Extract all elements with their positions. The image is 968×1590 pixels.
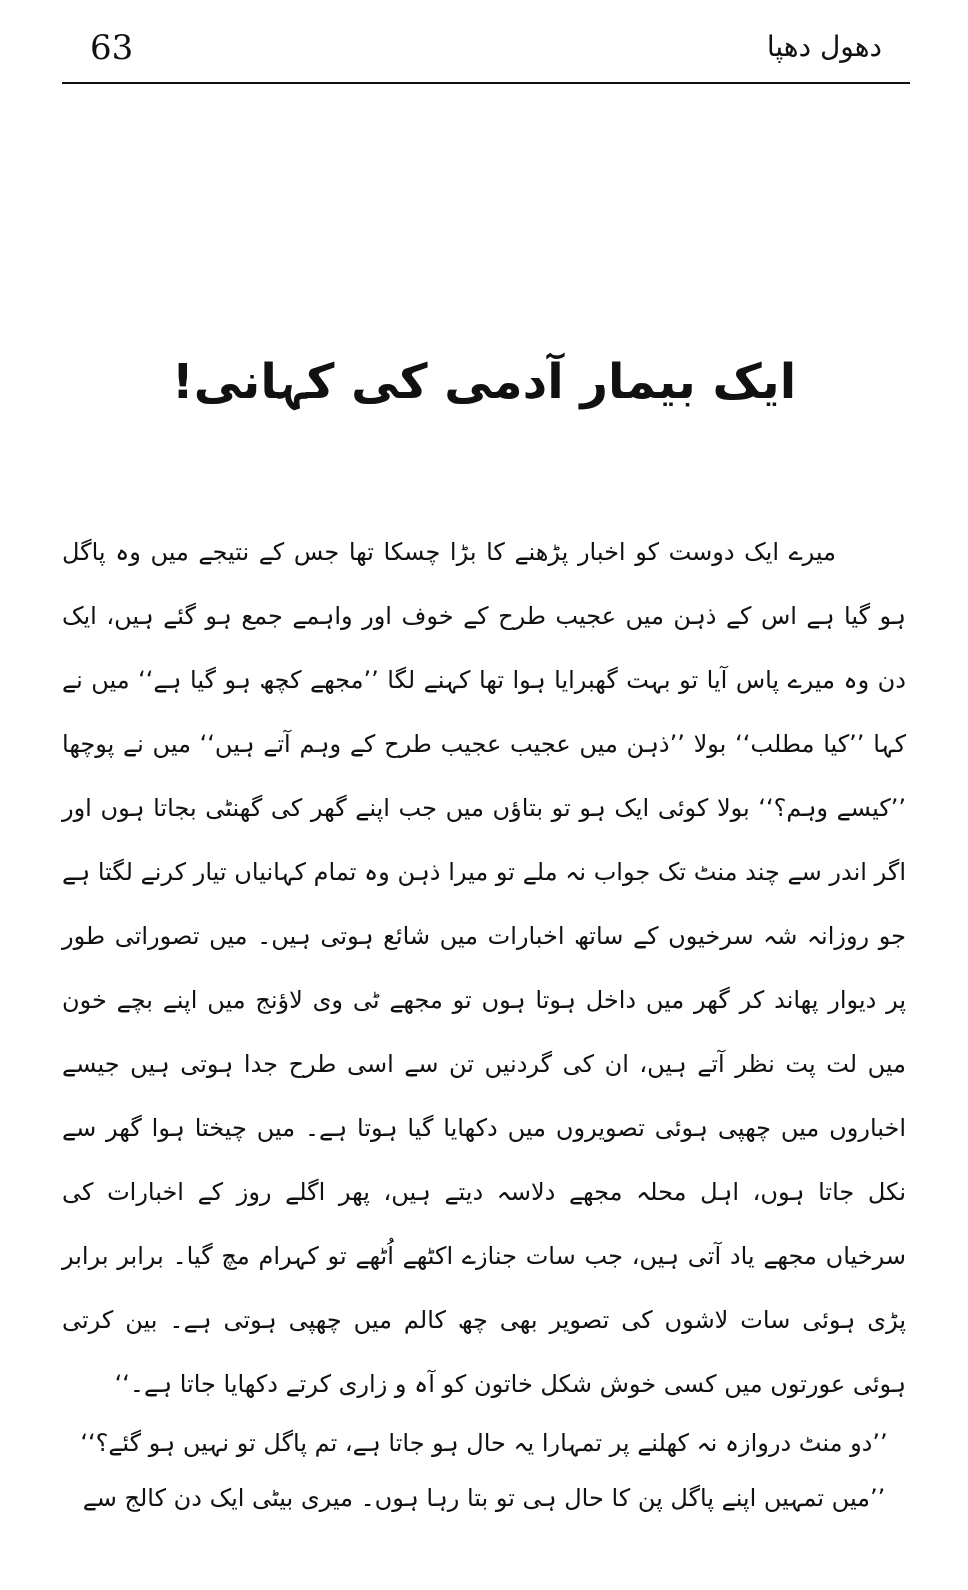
dialogue-line: ’’میں تمہیں اپنے پاگل پن کا حال ہی تو بتا رہا ہوں۔ میری بیٹی ایک دن کالج سے (82, 1484, 886, 1512)
page-header (62, 22, 906, 80)
running-title: دھول دھپا (766, 30, 882, 63)
page-number: 63 (90, 28, 134, 68)
dialogue-line: ’’دو منٹ دروازہ نہ کھلنے پر تمہارا یہ حال ہو جاتا ہے، تم پاگل تو نہیں ہو گئے؟‘‘ (80, 1429, 888, 1457)
chapter-title: ایک بیمار آدمی کی کہانی! (171, 354, 797, 411)
paragraph: میرے ایک دوست کو اخبار پڑھنے کا بڑا چسکا تھا جس کے نتیجے میں وہ پاگل ہو گیا ہے اس کے ذہن میں عجیب طرح کے خوف اور واہمے جمع ہو گئے ہیں، ایک دن وہ میرے پاس آیا تو بہت گھبرایا ہوا تھا کہنے لگا ’’مجھے کچھ ہو گیا ہے‘‘ میں نے کہا ’’کیا مطلب‘‘ بولا ’’ذہن میں عجیب عجیب طرح کے وہم آتے ہیں‘‘ میں نے پوچھا ’’کیسے وہم؟‘‘ بولا کوئی ایک ہو تو بتاؤں میں جب اپنے گھر کی گھنٹی بجاتا ہوں اور اگر اندر سے چند منٹ تک جواب نہ ملے تو میرا ذہن وہ تمام کہانیاں تیار کرنے لگتا ہے جو روزانہ شہ سرخیوں کے ساتھ اخبارات میں شائع ہوتی ہیں۔ میں تصوراتی طور پر دیوار پھاند کر گھر میں داخل ہوتا ہوں تو مجھے ٹی وی لاؤنج میں اپنے بچے خون میں لت پت نظر آتے ہیں، ان کی گردنیں تن سے اسی طرح جدا ہوتی ہیں جیسے اخباروں میں چھپی ہوئی تصویروں میں دکھایا گیا ہوتا ہے۔ میں چیختا ہوا گھر سے نکل جاتا ہوں، اہل محلہ مجھے دلاسہ دیتے ہیں، پھر اگلے روز کے اخبارات کی سرخیاں مجھے یاد آتی ہیں، جب سات جنازے اکٹھے اُٹھے تو کہرام مچ گیا۔ برابر برابر پڑی ہوئی سات لاشوں کی تصویر بھی چھ کالم میں چھپی ہوتی ہے۔ بین کرتی ہوئی عورتوں میں کسی خوش شکل خاتون کو آہ و زاری کرتے دکھایا جاتا ہے۔‘‘ (62, 538, 907, 1398)
header-rule (62, 82, 910, 84)
body-text (62, 520, 906, 1526)
